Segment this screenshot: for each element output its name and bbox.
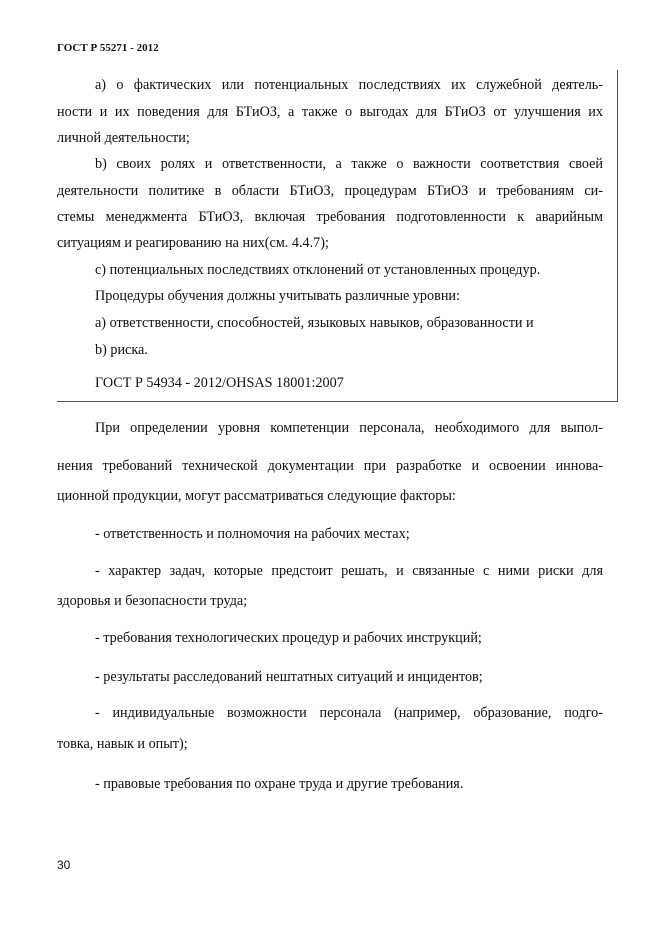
box-line: а) ответственности, способностей, языковых навыков, образованности и (95, 315, 534, 331)
body-line: здоровья и безопасности труда; (57, 593, 248, 609)
body-line: - индивидуальные возможности персонала (например, образование, подго- (95, 705, 603, 721)
box-line: ности и их поведения для БТиОЗ, а также о выгодах для БТиОЗ от улучшения их (57, 104, 603, 120)
box-line: b) своих ролях и ответственности, а также о важности соответствия своей (95, 156, 603, 172)
body-line: - характер задач, которые предстоит решать, и связанные с ними риски для (95, 563, 603, 579)
body-line: При определении уровня компетенции персонала, необходимого для выпол- (95, 420, 603, 436)
body-line: нения требований технической документации при разработке и освоении иннова- (57, 458, 603, 474)
body-line: - требования технологических процедур и рабочих инструкций; (95, 630, 482, 646)
body-line: ционной продукции, могут рассматриваться следующие факторы: (57, 488, 456, 504)
box-reference: ГОСТ Р 54934 - 2012/OHSAS 18001:2007 (95, 375, 344, 391)
box-line: а) о фактических или потенциальных последствиях их служебной деятель- (95, 77, 603, 93)
body-line: товка, навык и опыт); (57, 736, 188, 752)
box-line: деятельности политике в области БТиОЗ, процедурам БТиОЗ и требованиям си- (57, 183, 603, 199)
box-line: стемы менеджмента БТиОЗ, включая требования подготовленности к аварийным (57, 209, 603, 225)
document-header: ГОСТ Р 55271 - 2012 (57, 42, 159, 54)
body-line: - правовые требования по охране труда и другие требования. (95, 776, 464, 792)
body-line: - ответственность и полномочия на рабочих местах; (95, 526, 410, 542)
box-line: личной деятельности; (57, 130, 190, 146)
page-number: 30 (57, 858, 71, 872)
body-line: - результаты расследований нештатных ситуаций и инцидентов; (95, 669, 483, 685)
box-line: ситуациям и реагированию на них(см. 4.4.7); (57, 235, 329, 251)
box-line: с) потенциальных последствиях отклонений от установленных процедур. (95, 262, 541, 278)
box-line: Процедуры обучения должны учитывать различные уровни: (95, 288, 460, 304)
box-line: b) риска. (95, 342, 148, 358)
